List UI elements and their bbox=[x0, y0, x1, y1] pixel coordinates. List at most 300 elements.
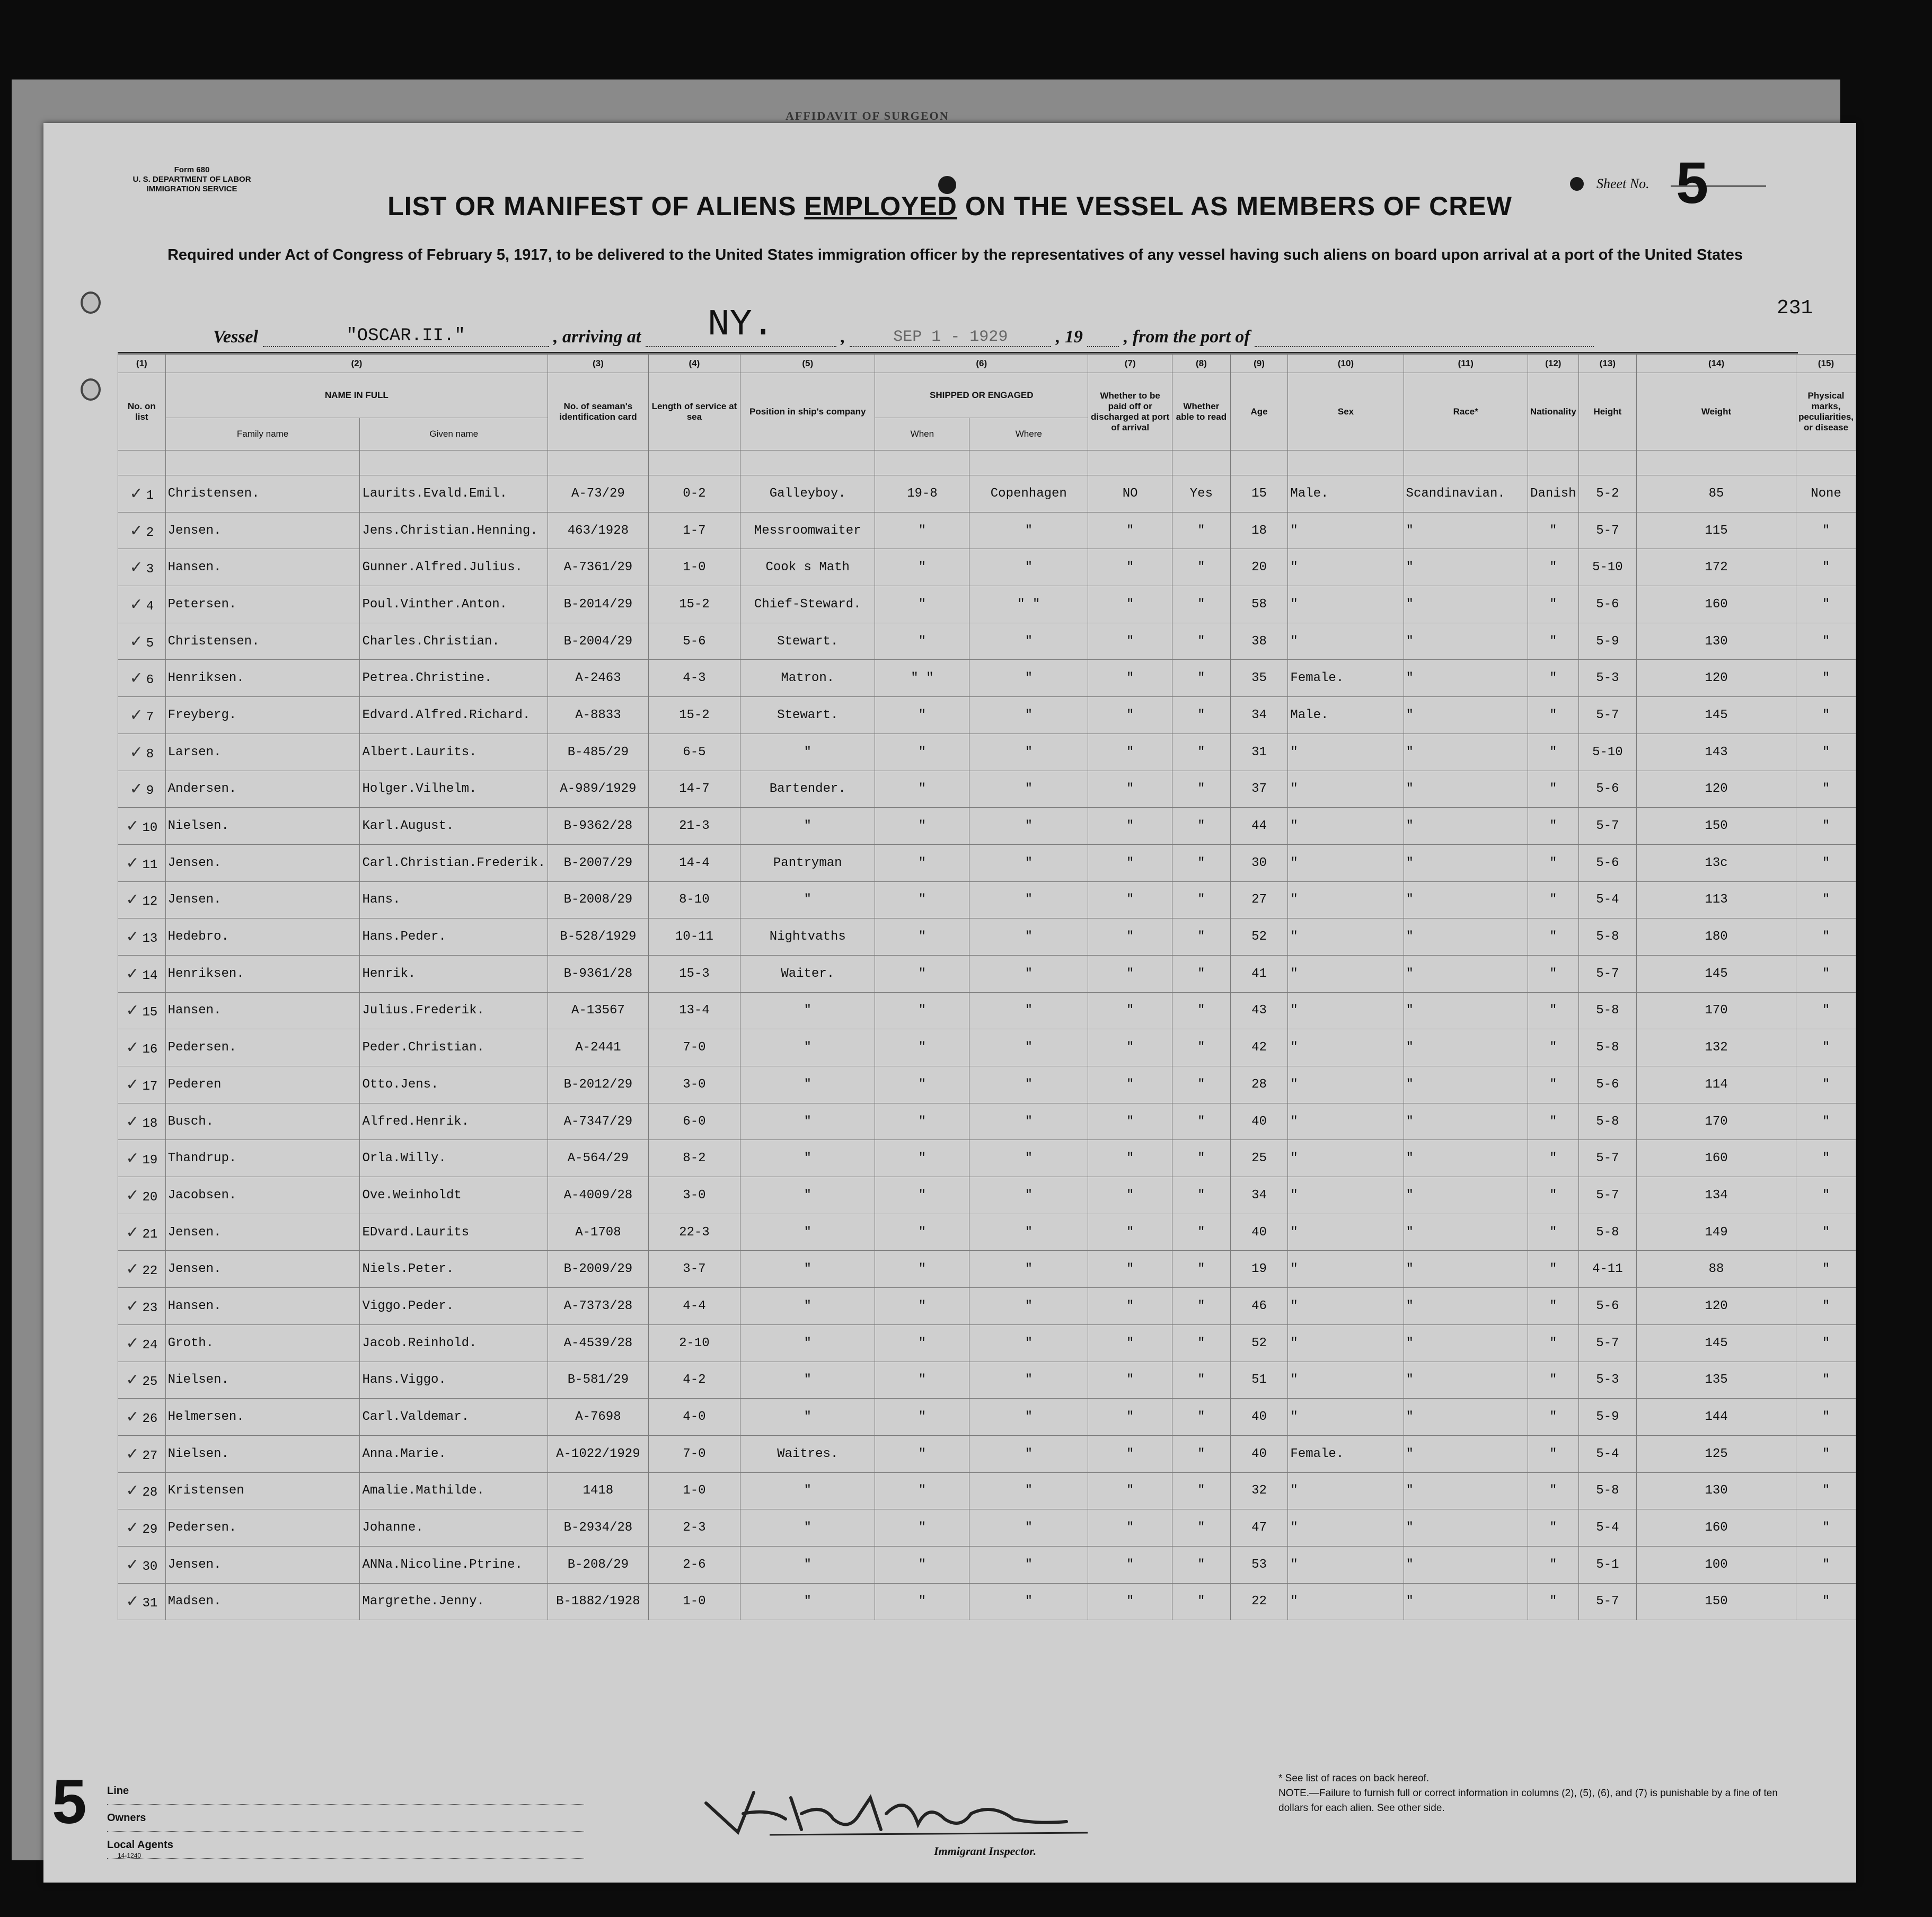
table-row bbox=[118, 1177, 1856, 1214]
table-row bbox=[118, 697, 1856, 734]
sex: Male. bbox=[1288, 697, 1404, 734]
weight: 125 bbox=[1637, 1435, 1796, 1472]
row-number-cell bbox=[118, 918, 166, 956]
given-name: Holger.Vilhelm. bbox=[360, 771, 548, 808]
row-number: 14 bbox=[142, 968, 158, 983]
card-number: A-73/29 bbox=[548, 475, 649, 513]
card-number: A-13567 bbox=[548, 992, 649, 1029]
service-length: 2-3 bbox=[648, 1509, 740, 1547]
given-name: Anna.Marie. bbox=[360, 1435, 548, 1472]
age: 22 bbox=[1230, 1583, 1288, 1620]
able-to-read: " bbox=[1172, 586, 1230, 623]
nationality: " bbox=[1528, 1251, 1578, 1288]
departure-port bbox=[1255, 346, 1594, 347]
weight: 130 bbox=[1637, 1472, 1796, 1509]
age: 37 bbox=[1230, 771, 1288, 808]
row-number-cell bbox=[118, 697, 166, 734]
inspector-signature bbox=[695, 1782, 1098, 1840]
height: 5-9 bbox=[1578, 623, 1636, 660]
age: 52 bbox=[1230, 1324, 1288, 1362]
row-number-cell bbox=[118, 1435, 166, 1472]
family-name: Pederen bbox=[165, 1066, 360, 1103]
shipped-where: " bbox=[969, 1324, 1088, 1362]
race: " bbox=[1404, 1140, 1528, 1177]
race: " bbox=[1404, 1472, 1528, 1509]
nationality: " bbox=[1528, 918, 1578, 956]
shipped-when: " bbox=[875, 992, 969, 1029]
weight: 13c bbox=[1637, 844, 1796, 881]
shipped-when: " bbox=[875, 955, 969, 992]
service-length: 14-7 bbox=[648, 771, 740, 808]
sex: " bbox=[1288, 771, 1404, 808]
paid-off: " bbox=[1088, 697, 1172, 734]
family-name: Pedersen. bbox=[165, 1509, 360, 1547]
service-length: 7-0 bbox=[648, 1435, 740, 1472]
position: Galleyboy. bbox=[740, 475, 875, 513]
shipped-when: " bbox=[875, 1472, 969, 1509]
shipped-when: " bbox=[875, 1399, 969, 1436]
row-number-cell bbox=[118, 475, 166, 513]
position: Cook s Math bbox=[740, 549, 875, 586]
sex: " bbox=[1288, 1362, 1404, 1399]
row-number-cell bbox=[118, 1546, 166, 1583]
table-row bbox=[118, 1362, 1856, 1399]
shipped-where: " bbox=[969, 1472, 1088, 1509]
given-name: Hans. bbox=[360, 881, 548, 918]
weight: 145 bbox=[1637, 1324, 1796, 1362]
age: 25 bbox=[1230, 1140, 1288, 1177]
weight: 170 bbox=[1637, 992, 1796, 1029]
physical-marks: " bbox=[1796, 1546, 1856, 1583]
paid-off: " bbox=[1088, 1251, 1172, 1288]
race: " bbox=[1404, 1288, 1528, 1325]
row-number: 21 bbox=[142, 1227, 158, 1242]
form-code: Form 680 U. S. DEPARTMENT OF LABOR IMMIGRATION SERVICE bbox=[133, 165, 251, 193]
height: 5-8 bbox=[1578, 1029, 1636, 1066]
table-row bbox=[118, 1583, 1856, 1620]
weight: 172 bbox=[1637, 549, 1796, 586]
nationality: " bbox=[1528, 734, 1578, 771]
service-length: 4-3 bbox=[648, 660, 740, 697]
physical-marks: " bbox=[1796, 1399, 1856, 1436]
nationality: " bbox=[1528, 771, 1578, 808]
position: Waiter. bbox=[740, 955, 875, 992]
able-to-read: " bbox=[1172, 1288, 1230, 1325]
check-mark-icon: ✓ bbox=[126, 1075, 139, 1094]
row-number-cell bbox=[118, 512, 166, 549]
race: " bbox=[1404, 512, 1528, 549]
sex: " bbox=[1288, 881, 1404, 918]
family-name: Jensen. bbox=[165, 844, 360, 881]
race: " bbox=[1404, 1177, 1528, 1214]
service-length: 15-2 bbox=[648, 586, 740, 623]
position: " bbox=[740, 1509, 875, 1547]
family-name: Nielsen. bbox=[165, 1362, 360, 1399]
row-number-cell bbox=[118, 1140, 166, 1177]
age: 38 bbox=[1230, 623, 1288, 660]
weight: 149 bbox=[1637, 1214, 1796, 1251]
paid-off: " bbox=[1088, 1362, 1172, 1399]
row-number-cell bbox=[118, 1362, 166, 1399]
position: Stewart. bbox=[740, 623, 875, 660]
shipped-when: " bbox=[875, 586, 969, 623]
sex: " bbox=[1288, 955, 1404, 992]
row-number: 17 bbox=[142, 1079, 158, 1094]
age: 58 bbox=[1230, 586, 1288, 623]
physical-marks: " bbox=[1796, 1214, 1856, 1251]
shipped-where: " bbox=[969, 1288, 1088, 1325]
position: " bbox=[740, 1029, 875, 1066]
row-number-cell bbox=[118, 660, 166, 697]
row-number: 31 bbox=[142, 1596, 158, 1611]
physical-marks: " bbox=[1796, 1288, 1856, 1325]
weight: 130 bbox=[1637, 623, 1796, 660]
able-to-read: Yes bbox=[1172, 475, 1230, 513]
row-number: 20 bbox=[142, 1190, 158, 1205]
family-name: Hansen. bbox=[165, 549, 360, 586]
able-to-read: " bbox=[1172, 1029, 1230, 1066]
height: 5-9 bbox=[1578, 1399, 1636, 1436]
given-name: Orla.Willy. bbox=[360, 1140, 548, 1177]
nationality: " bbox=[1528, 1140, 1578, 1177]
weight: 85 bbox=[1637, 475, 1796, 513]
position: " bbox=[740, 1066, 875, 1103]
nationality: " bbox=[1528, 586, 1578, 623]
given-name: Otto.Jens. bbox=[360, 1066, 548, 1103]
card-number: A-2463 bbox=[548, 660, 649, 697]
family-name: Jensen. bbox=[165, 512, 360, 549]
paid-off: " bbox=[1088, 549, 1172, 586]
nationality: " bbox=[1528, 1583, 1578, 1620]
row-number: 6 bbox=[146, 673, 154, 688]
check-mark-icon: ✓ bbox=[129, 743, 143, 762]
row-number-cell bbox=[118, 881, 166, 918]
position: " bbox=[740, 1103, 875, 1140]
card-number: B-485/29 bbox=[548, 734, 649, 771]
shipped-where: " bbox=[969, 844, 1088, 881]
shipped-when: " bbox=[875, 1140, 969, 1177]
given-name: Hans.Peder. bbox=[360, 918, 548, 956]
row-number: 12 bbox=[142, 895, 158, 909]
paid-off: " bbox=[1088, 881, 1172, 918]
weight: 120 bbox=[1637, 771, 1796, 808]
nationality: " bbox=[1528, 1029, 1578, 1066]
position: " bbox=[740, 881, 875, 918]
race: " bbox=[1404, 697, 1528, 734]
service-length: 6-5 bbox=[648, 734, 740, 771]
race: " bbox=[1404, 1362, 1528, 1399]
page-title: LIST OR MANIFEST OF ALIENS EMPLOYED ON THE VESSEL AS MEMBERS OF CREW bbox=[387, 191, 1512, 221]
age: 18 bbox=[1230, 512, 1288, 549]
card-number: B-2009/29 bbox=[548, 1251, 649, 1288]
physical-marks: " bbox=[1796, 1251, 1856, 1288]
table-row bbox=[118, 1251, 1856, 1288]
card-number: 1418 bbox=[548, 1472, 649, 1509]
shipped-where: " bbox=[969, 918, 1088, 956]
race: " bbox=[1404, 918, 1528, 956]
sex: " bbox=[1288, 918, 1404, 956]
shipped-when: " bbox=[875, 1435, 969, 1472]
family-name: Petersen. bbox=[165, 586, 360, 623]
able-to-read: " bbox=[1172, 1583, 1230, 1620]
given-name: ANNa.Nicoline.Ptrine. bbox=[360, 1546, 548, 1583]
shipped-where: " bbox=[969, 1509, 1088, 1547]
service-length: 7-0 bbox=[648, 1029, 740, 1066]
service-length: 2-6 bbox=[648, 1546, 740, 1583]
header-no-on-list: No. on list bbox=[118, 373, 166, 450]
position: " bbox=[740, 1177, 875, 1214]
shipped-where: " bbox=[969, 881, 1088, 918]
table-row bbox=[118, 475, 1856, 513]
row-number-cell bbox=[118, 1288, 166, 1325]
card-number: B-2007/29 bbox=[548, 844, 649, 881]
sex: " bbox=[1288, 1546, 1404, 1583]
physical-marks: " bbox=[1796, 771, 1856, 808]
family-name: Christensen. bbox=[165, 623, 360, 660]
family-name: Freyberg. bbox=[165, 697, 360, 734]
age: 20 bbox=[1230, 549, 1288, 586]
weight: 113 bbox=[1637, 881, 1796, 918]
paid-off: " bbox=[1088, 1435, 1172, 1472]
table-row bbox=[118, 808, 1856, 845]
shipped-where: " bbox=[969, 1214, 1088, 1251]
row-number: 11 bbox=[142, 858, 158, 872]
vessel-line: Vessel "OSCAR.II." , arriving at NY. , SEP 1 - 1929 , 19 , from the port of bbox=[213, 304, 1594, 347]
punch-hole bbox=[81, 378, 101, 401]
physical-marks: " bbox=[1796, 844, 1856, 881]
weight: 115 bbox=[1637, 512, 1796, 549]
table-row bbox=[118, 586, 1856, 623]
sex: " bbox=[1288, 549, 1404, 586]
table-row bbox=[118, 1214, 1856, 1251]
table-row bbox=[118, 1472, 1856, 1509]
family-name: Nielsen. bbox=[165, 808, 360, 845]
shipped-when: " bbox=[875, 808, 969, 845]
table-row bbox=[118, 992, 1856, 1029]
race: " bbox=[1404, 623, 1528, 660]
service-length: 15-2 bbox=[648, 697, 740, 734]
row-number: 8 bbox=[146, 747, 154, 762]
given-name: Poul.Vinther.Anton. bbox=[360, 586, 548, 623]
check-mark-icon: ✓ bbox=[126, 1038, 139, 1057]
check-mark-icon: ✓ bbox=[129, 705, 143, 725]
weight: 145 bbox=[1637, 697, 1796, 734]
position: Waitres. bbox=[740, 1435, 875, 1472]
paid-off: " bbox=[1088, 1288, 1172, 1325]
age: 44 bbox=[1230, 808, 1288, 845]
able-to-read: " bbox=[1172, 881, 1230, 918]
able-to-read: " bbox=[1172, 697, 1230, 734]
weight: 150 bbox=[1637, 808, 1796, 845]
service-length: 3-7 bbox=[648, 1251, 740, 1288]
weight: 160 bbox=[1637, 586, 1796, 623]
physical-marks: None bbox=[1796, 475, 1856, 513]
check-mark-icon: ✓ bbox=[126, 927, 139, 947]
shipped-where: " bbox=[969, 623, 1088, 660]
shipped-when: " bbox=[875, 1583, 969, 1620]
paid-off: " bbox=[1088, 1177, 1172, 1214]
sex: " bbox=[1288, 1103, 1404, 1140]
footer-form-code: 14-1240 bbox=[118, 1852, 142, 1859]
able-to-read: " bbox=[1172, 623, 1230, 660]
family-name: Jensen. bbox=[165, 881, 360, 918]
table-row bbox=[118, 1324, 1856, 1362]
physical-marks: " bbox=[1796, 512, 1856, 549]
header-length-of-service: Length of service at sea bbox=[648, 373, 740, 450]
service-length: 15-3 bbox=[648, 955, 740, 992]
shipped-when: " bbox=[875, 844, 969, 881]
shipped-when: " bbox=[875, 1546, 969, 1583]
card-number: B-581/29 bbox=[548, 1362, 649, 1399]
card-number: B-1882/1928 bbox=[548, 1583, 649, 1620]
position: " bbox=[740, 1362, 875, 1399]
table-row bbox=[118, 1140, 1856, 1177]
height: 5-7 bbox=[1578, 1177, 1636, 1214]
check-mark-icon: ✓ bbox=[126, 1186, 139, 1205]
weight: 144 bbox=[1637, 1399, 1796, 1436]
service-length: 8-2 bbox=[648, 1140, 740, 1177]
shipped-when: " bbox=[875, 1177, 969, 1214]
height: 5-10 bbox=[1578, 549, 1636, 586]
race: " bbox=[1404, 1399, 1528, 1436]
age: 40 bbox=[1230, 1435, 1288, 1472]
race: " bbox=[1404, 1214, 1528, 1251]
page-number: 231 bbox=[1777, 297, 1813, 320]
shipped-when: " bbox=[875, 1066, 969, 1103]
owners-label: Owners bbox=[107, 1805, 584, 1832]
card-number: A-1708 bbox=[548, 1214, 649, 1251]
paid-off: " bbox=[1088, 844, 1172, 881]
height: 5-4 bbox=[1578, 1435, 1636, 1472]
check-mark-icon: ✓ bbox=[129, 558, 143, 577]
age: 47 bbox=[1230, 1509, 1288, 1547]
paid-off: " bbox=[1088, 1214, 1172, 1251]
header-sex: Sex bbox=[1288, 373, 1404, 450]
service-length: 3-0 bbox=[648, 1066, 740, 1103]
age: 35 bbox=[1230, 660, 1288, 697]
given-name: Hans.Viggo. bbox=[360, 1362, 548, 1399]
physical-marks: " bbox=[1796, 1103, 1856, 1140]
position: " bbox=[740, 1288, 875, 1325]
family-name: Christensen. bbox=[165, 475, 360, 513]
weight: 180 bbox=[1637, 918, 1796, 956]
check-mark-icon: ✓ bbox=[126, 890, 139, 909]
table-row bbox=[118, 844, 1856, 881]
able-to-read: " bbox=[1172, 1509, 1230, 1547]
family-name: Busch. bbox=[165, 1103, 360, 1140]
paid-off: " bbox=[1088, 1066, 1172, 1103]
check-mark-icon: ✓ bbox=[126, 1149, 139, 1168]
check-mark-icon: ✓ bbox=[126, 1296, 139, 1315]
row-number: 4 bbox=[146, 599, 154, 614]
footer-labels bbox=[107, 1778, 584, 1859]
weight: 114 bbox=[1637, 1066, 1796, 1103]
height: 5-8 bbox=[1578, 1103, 1636, 1140]
card-number: A-2441 bbox=[548, 1029, 649, 1066]
age: 40 bbox=[1230, 1103, 1288, 1140]
spacer-row bbox=[118, 450, 1856, 475]
weight: 170 bbox=[1637, 1103, 1796, 1140]
shipped-where: " bbox=[969, 1140, 1088, 1177]
height: 5-6 bbox=[1578, 1066, 1636, 1103]
table-row bbox=[118, 1435, 1856, 1472]
paid-off: " bbox=[1088, 1399, 1172, 1436]
arrival-port: NY. bbox=[646, 304, 836, 347]
row-number: 23 bbox=[142, 1301, 158, 1315]
vessel-name: "OSCAR.II." bbox=[263, 326, 549, 347]
card-number: A-1022/1929 bbox=[548, 1435, 649, 1472]
age: 42 bbox=[1230, 1029, 1288, 1066]
given-name: Karl.August. bbox=[360, 808, 548, 845]
table-row bbox=[118, 1288, 1856, 1325]
family-name: Hedebro. bbox=[165, 918, 360, 956]
shipped-when: " bbox=[875, 881, 969, 918]
header-card-number: No. of seaman's identification card bbox=[548, 373, 649, 450]
nationality: Danish bbox=[1528, 475, 1578, 513]
physical-marks: " bbox=[1796, 992, 1856, 1029]
height: 5-6 bbox=[1578, 1288, 1636, 1325]
shipped-where: " bbox=[969, 734, 1088, 771]
shipped-where: " bbox=[969, 1435, 1088, 1472]
race: " bbox=[1404, 586, 1528, 623]
check-mark-icon: ✓ bbox=[126, 1371, 139, 1390]
shipped-where: " bbox=[969, 1177, 1088, 1214]
column-header-row bbox=[118, 373, 1856, 418]
service-length: 1-7 bbox=[648, 512, 740, 549]
shipped-when: " bbox=[875, 1251, 969, 1288]
paid-off: " bbox=[1088, 660, 1172, 697]
punch-hole bbox=[1570, 177, 1584, 191]
weight: 120 bbox=[1637, 1288, 1796, 1325]
able-to-read: " bbox=[1172, 1435, 1230, 1472]
nationality: " bbox=[1528, 697, 1578, 734]
sex: " bbox=[1288, 1251, 1404, 1288]
table-top-rule bbox=[118, 352, 1798, 354]
year-field bbox=[1087, 346, 1119, 347]
age: 46 bbox=[1230, 1288, 1288, 1325]
check-mark-icon: ✓ bbox=[126, 1333, 139, 1353]
age: 34 bbox=[1230, 1177, 1288, 1214]
nationality: " bbox=[1528, 512, 1578, 549]
shipped-where: " bbox=[969, 992, 1088, 1029]
card-number: A-4009/28 bbox=[548, 1177, 649, 1214]
height: 5-7 bbox=[1578, 955, 1636, 992]
height: 5-6 bbox=[1578, 586, 1636, 623]
family-name: Kristensen bbox=[165, 1472, 360, 1509]
family-name: Jensen. bbox=[165, 1251, 360, 1288]
service-length: 6-0 bbox=[648, 1103, 740, 1140]
family-name: Groth. bbox=[165, 1324, 360, 1362]
header-when: When bbox=[875, 418, 969, 450]
age: 43 bbox=[1230, 992, 1288, 1029]
row-number: 7 bbox=[146, 710, 154, 725]
shipped-when: 19-8 bbox=[875, 475, 969, 513]
shipped-when: " bbox=[875, 1288, 969, 1325]
header-physical-marks: Physical marks, peculiarities, or disease bbox=[1796, 373, 1856, 450]
row-number-cell bbox=[118, 1324, 166, 1362]
shipped-when: " bbox=[875, 1324, 969, 1362]
row-number-cell bbox=[118, 1103, 166, 1140]
header-race: Race* bbox=[1404, 373, 1528, 450]
nationality: " bbox=[1528, 1324, 1578, 1362]
card-number: A-989/1929 bbox=[548, 771, 649, 808]
able-to-read: " bbox=[1172, 549, 1230, 586]
row-number-cell bbox=[118, 955, 166, 992]
position: " bbox=[740, 1546, 875, 1583]
physical-marks: " bbox=[1796, 1583, 1856, 1620]
footer-notes bbox=[1278, 1771, 1798, 1816]
shipped-where: " bbox=[969, 955, 1088, 992]
